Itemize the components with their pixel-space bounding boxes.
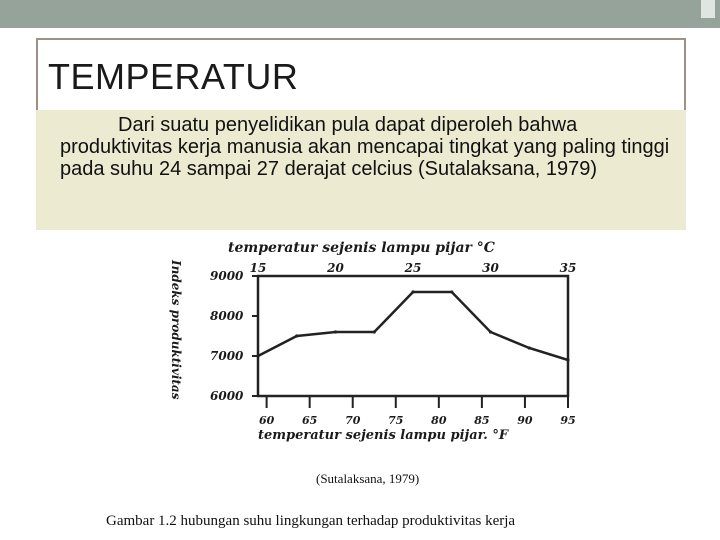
bottom-tick-label-3: 75 (388, 414, 404, 427)
data-points (256, 290, 569, 361)
data-point-3 (373, 330, 376, 333)
tick-marks (267, 396, 568, 408)
top-tick-label-0: 15 (249, 261, 267, 275)
text-box (36, 110, 686, 230)
y-tick-label-0: 9000 (210, 269, 244, 283)
y-tick-labels (210, 269, 258, 403)
data-point-0 (256, 354, 259, 357)
series-line (258, 292, 568, 360)
chart-source: (Sutalaksana, 1979) (316, 471, 420, 486)
data-point-5 (450, 290, 453, 293)
body-paragraph (60, 114, 680, 180)
data-point-6 (489, 330, 492, 333)
slide-title: TEMPERATUR (48, 56, 299, 97)
bottom-tick-label-6: 90 (517, 414, 533, 427)
title-frame (36, 38, 686, 112)
bottom-tick-label-5: 85 (474, 414, 490, 427)
slide-top-bar (0, 0, 720, 28)
bottom-tick-label-4: 80 (431, 414, 447, 427)
y-axis-label: Indeks produktivitas (169, 260, 183, 400)
chart-title: temperatur sejenis lampu pijar °C (228, 240, 495, 256)
paragraph-text: Dari suatu penyelidikan pula dapat diperoleh bahwa produktivitas kerja manusia akan mencapai tingkat yang paling tinggi pada suhu 24 sampai 27 derajat celcius (Sutalaksana, 1979) (60, 114, 670, 180)
top-tick-label-3: 30 (482, 261, 499, 275)
data-point-8 (566, 358, 569, 361)
bottom-tick-labels (259, 414, 576, 427)
data-point-4 (411, 290, 414, 293)
top-tick-label-4: 35 (559, 261, 577, 275)
x-axis-label: temperatur sejenis lampu pijar. °F (258, 428, 509, 443)
bottom-tick-label-0: 60 (258, 414, 275, 427)
bottom-tick-label-7: 95 (560, 414, 576, 427)
bottom-tick-label-1: 65 (302, 414, 318, 427)
data-point-2 (334, 330, 337, 333)
figure-caption: Gambar 1.2 hubungan suhu lingkungan terhadap produktivitas kerja (106, 513, 516, 529)
data-point-1 (295, 334, 298, 337)
top-tick-label-2: 25 (404, 261, 422, 275)
y-tick-label-1: 8000 (210, 309, 244, 323)
y-tick-label-2: 7000 (210, 349, 244, 363)
top-tick-labels (250, 261, 577, 275)
top-tick-label-1: 20 (327, 261, 344, 275)
bottom-tick-label-2: 70 (345, 414, 361, 427)
data-point-7 (528, 346, 531, 349)
y-tick-label-3: 6000 (210, 389, 244, 403)
productivity-chart (0, 232, 720, 540)
top-bar-square (701, 0, 715, 18)
